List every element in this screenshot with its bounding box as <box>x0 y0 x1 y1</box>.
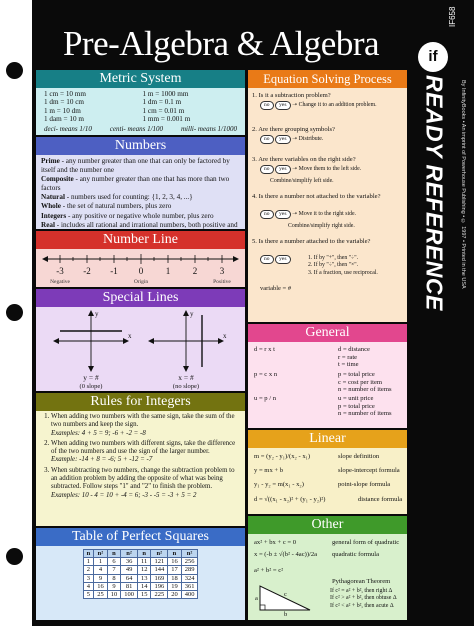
other-formulas-panel <box>248 516 407 620</box>
table-row: 5 25 10 100 15 225 20 400 <box>83 591 198 599</box>
formula: u = p / n <box>254 395 277 402</box>
column-header: n² <box>181 550 198 558</box>
special-lines-panel <box>36 289 245 391</box>
formula-description: distance formula <box>358 496 403 503</box>
metric-prefix-note: milli- means 1/1000 <box>181 124 237 133</box>
formula: p = c x n <box>254 371 278 378</box>
column-header: n <box>107 550 121 558</box>
other-header: Other <box>248 516 407 534</box>
product-code: IF658 <box>448 6 457 28</box>
formula: d = r x t <box>254 346 275 353</box>
triangle-shape <box>260 586 310 610</box>
perfect-squares-panel <box>36 528 245 620</box>
right-triangle-diagram <box>256 580 316 616</box>
case-text: If c² < a² + b², then acute Δ <box>330 602 394 609</box>
tick-label: 0 <box>138 266 144 276</box>
number-line-diagram <box>36 249 245 287</box>
number-line-panel <box>36 231 245 287</box>
table-row: 1 1 6 36 11 121 16 256 <box>83 558 198 566</box>
axis-label: y <box>190 310 194 318</box>
general-formulas-panel <box>248 324 407 428</box>
brand-logo: if <box>418 42 448 72</box>
side-label: a <box>255 595 258 602</box>
definition-term: Real <box>41 221 55 230</box>
special-lines-diagram <box>36 307 245 391</box>
step-5-actions <box>308 255 378 277</box>
step-5-action: 2. If by "÷", then "×". <box>308 262 359 269</box>
step-3-combine: Combine/simplify left side. <box>270 178 334 184</box>
binder-hole-middle <box>6 304 23 321</box>
equation-result: variable = # <box>260 285 292 292</box>
step-2-question: 2. Are there grouping symbols? <box>252 126 335 133</box>
metric-right-row: 1 cm = 0.01 m <box>142 106 185 115</box>
step-5-branch <box>260 255 291 264</box>
table-row: 3 9 8 64 13 169 18 324 <box>83 574 198 582</box>
yes-pill: yes <box>275 135 290 144</box>
yes-pill: yes <box>275 255 290 264</box>
integer-rule <box>51 467 240 500</box>
metric-prefix-note: deci- means 1/10 <box>44 124 92 133</box>
table-header-row <box>83 550 198 558</box>
case-text: If c² > a² + b², then obtuse Δ <box>330 595 397 602</box>
step-2-action: Distribute. <box>298 136 324 142</box>
step-4-question: 4. Is there a number not attached to the variable? <box>252 193 381 200</box>
metric-system-panel <box>36 70 245 135</box>
step-3-action: Move them to the left side. <box>298 166 362 172</box>
no-pill: no <box>260 165 274 174</box>
definition-term: Integers <box>41 211 67 220</box>
definition-term: Whole <box>41 202 61 211</box>
formula: a² + b² = c² <box>254 567 284 574</box>
metric-prefix-note: centi- means 1/100 <box>109 124 164 133</box>
equation-solving-header: Equation Solving Process <box>248 70 407 88</box>
step-4-action: Move it to the right side. <box>298 211 356 217</box>
definition-term: Composite <box>41 175 74 184</box>
step-2-branch: no yes ➝ Distribute. <box>260 135 323 144</box>
linear-formulas-panel <box>248 430 407 514</box>
step-1-branch: no yes ➝ Change it to an addition problem. <box>260 101 377 110</box>
formula-description: slope definition <box>338 453 380 460</box>
metric-right-row: 1 dm = 0.1 m <box>142 98 182 107</box>
step-1-action: Change it to an addition problem. <box>298 102 377 108</box>
definition-text: - any positive or negative whole number, plus zero <box>66 211 214 220</box>
no-pill: no <box>260 101 274 110</box>
definition-text: - the set of natural numbers, plus zero <box>60 202 172 211</box>
page-title: Pre-Algebra & Algebra <box>62 24 380 63</box>
number-definition <box>41 212 240 221</box>
definition-term: Prime <box>41 157 60 165</box>
right-arrow-icon <box>233 256 239 262</box>
horizontal-line-caption: y = # <box>83 373 99 382</box>
special-lines-header: Special Lines <box>36 289 245 307</box>
metric-left-row: 1 m = 10 dm <box>44 106 81 115</box>
vertical-line-subcaption: (no slope) <box>172 383 200 390</box>
general-header: General <box>248 324 407 342</box>
metric-right-row: 1 mm = 0.001 m <box>142 115 191 124</box>
formula: m = (y₂ - y₁)/(x₂ - x₁) <box>254 453 311 460</box>
formula-description: quadratic formula <box>332 551 380 558</box>
yes-pill: yes <box>275 101 290 110</box>
definition-text: - includes all rational and irrational numbers, both positive and <box>56 221 238 230</box>
integer-rule <box>51 440 240 465</box>
numbers-header: Numbers <box>36 137 245 155</box>
tick-label: -1 <box>110 266 118 276</box>
number-definition <box>41 157 240 175</box>
number-definition <box>41 175 240 193</box>
rule-text: When subtracting two numbers, change the subtraction problem to an addition problem by adding the opposite of what was being subtracted. Follow steps "1" and "2" to finish the problem. <box>51 466 235 491</box>
axis-label: x <box>128 332 132 340</box>
step-3-question: 3. Are there variables on the right side? <box>252 156 356 163</box>
tick-label: 2 <box>192 266 198 276</box>
step-3-branch: no yes ➝ Move them to the left side. <box>260 165 361 174</box>
no-pill: no <box>260 135 274 144</box>
numbers-panel <box>36 137 245 229</box>
formula: ax² + bx + c = 0 <box>254 539 297 546</box>
left-arrow-icon <box>42 256 48 262</box>
no-pill: no <box>260 255 274 264</box>
publisher-fineprint: By InfinityBooks • An imprint of Powerhouse Publishing • © 1997 • Printed in the USA <box>460 80 466 289</box>
formula: d = √((x₁ - x₂)² + (y₁ - y₂)²) <box>254 496 326 503</box>
positive-label: Positive <box>213 279 231 285</box>
tick-label: 3 <box>219 266 225 276</box>
table-row: 2 4 7 49 12 144 17 289 <box>83 566 198 574</box>
step-4-branch: no yes ➝ Move it to the right side. <box>260 210 356 219</box>
rule-example: Example: -14 + 8 = -6; 5 + -12 = -7 <box>51 456 153 464</box>
metric-right-row: 1 m = 1000 mm <box>142 90 189 98</box>
rule-text: When adding two numbers with different signs, take the difference of the two numbers and use the sign of the larger number. <box>51 439 236 456</box>
number-definition <box>41 202 240 211</box>
number-definition <box>41 193 240 202</box>
perfect-squares-table <box>83 549 199 599</box>
definition-text: - numbers used for counting: {1, 2, 3, 4, ...} <box>64 193 193 202</box>
step-5-action: 3. If a fraction, use reciprocal. <box>308 269 378 276</box>
linear-header: Linear <box>248 430 407 448</box>
metric-system-header: Metric System <box>36 70 245 88</box>
rule-text: When adding two numbers with the same sign, take the sum of the two numbers and keep the sign. <box>51 413 235 429</box>
formula-description: point-slope formula <box>338 481 391 488</box>
pythagorean-cases <box>330 588 397 610</box>
column-header: n <box>137 550 151 558</box>
step-4-combine: Combine/simplify right side. <box>288 223 355 229</box>
step-5-action: 1. If by "+", then "÷". <box>308 255 359 261</box>
metric-left-row: 1 dam = 10 m <box>44 115 84 124</box>
rule-example: Examples: 4 + 5 = 9; -6 + -2 = -8 <box>51 429 146 437</box>
formula-description: general form of quadratic <box>332 539 400 546</box>
column-header: n² <box>94 550 108 558</box>
step-1-question: 1. Is it a subtraction problem? <box>252 92 331 99</box>
metric-left-row: 1 dm = 10 cm <box>44 98 84 107</box>
ready-reference-label: READY REFERENCE <box>421 75 448 311</box>
integer-rule <box>51 413 240 438</box>
formula-variables: p = total price c = cost per item n = number of items <box>338 371 392 394</box>
no-pill: no <box>260 210 274 219</box>
tick-label: -2 <box>83 266 91 276</box>
rule-example: Examples: 10 - 4 = 10 + -4 = 6; -3 - -5 = -3 + 5 = 2 <box>51 491 197 499</box>
side-label: b <box>284 611 288 618</box>
formula-description: slope-intercept formula <box>338 467 400 474</box>
origin-label: Origin <box>133 279 149 285</box>
yes-pill: yes <box>275 165 290 174</box>
rules-for-integers-panel <box>36 393 245 526</box>
metric-left-row: 1 cm = 10 mm <box>44 90 86 98</box>
formula-variables: d = distance r = rate t = time <box>338 346 370 369</box>
equation-solving-panel <box>248 70 407 322</box>
definition-text: - any number greater than one that has more than two factors <box>41 175 230 192</box>
formula: y = mx + b <box>254 467 284 474</box>
axis-label: x <box>223 332 227 340</box>
yes-pill: yes <box>275 210 290 219</box>
tick-label: 1 <box>165 266 171 276</box>
perfect-squares-header: Table of Perfect Squares <box>36 528 245 546</box>
horizontal-line-subcaption: (0 slope) <box>79 383 103 390</box>
formula: y₁ - y₂ = m(x₁ - x₂) <box>254 481 304 488</box>
column-header: n <box>168 550 182 558</box>
tick-label: -3 <box>56 266 64 276</box>
binder-hole-top <box>6 62 23 79</box>
table-row: 4 16 9 81 14 196 19 361 <box>83 582 198 590</box>
side-label: c <box>284 591 287 598</box>
step-5-question: 5. Is there a number attached to the variable? <box>252 238 371 245</box>
column-header: n² <box>151 550 168 558</box>
formula: x = (-b ± √(b² - 4ac))/2a <box>254 551 318 558</box>
vertical-line-caption: x = # <box>178 373 194 382</box>
binder-hole-bottom <box>6 548 23 565</box>
column-header: n <box>83 550 94 558</box>
column-header: n² <box>121 550 138 558</box>
formula-description: Pythagorean Theorem <box>332 578 391 585</box>
definition-text: - any number greater than one that can only be factored by itself and the number one <box>41 157 230 174</box>
axis-label: y <box>95 310 99 318</box>
definition-term: Natural <box>41 193 65 202</box>
number-line-header: Number Line <box>36 231 245 249</box>
rules-for-integers-header: Rules for Integers <box>36 393 245 411</box>
formula-variables: u = unit price p = total price n = number of items <box>338 395 392 418</box>
negative-label: Negative <box>50 279 70 285</box>
case-text: If c² = a² + b², then right Δ <box>330 588 393 594</box>
